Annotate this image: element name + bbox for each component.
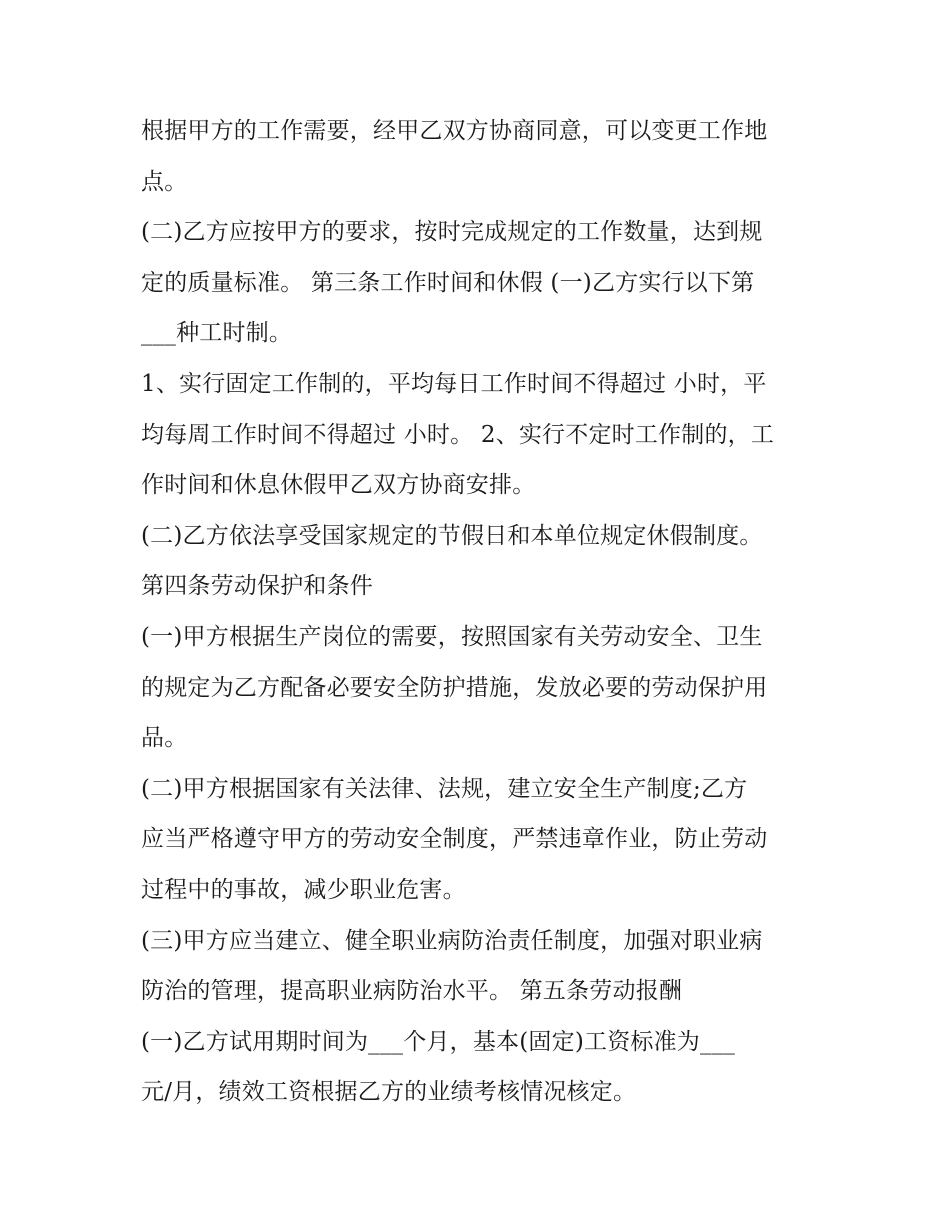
text-line: 作时间和休息休假甲乙双方协商安排。 bbox=[141, 472, 536, 499]
text-line: (二)甲方根据国家有关法律、法规，建立安全生产制度;乙方 bbox=[141, 775, 748, 802]
text-line: 均每周工作时间不得超过 小时。 2、实行不定时工作制的，工 bbox=[141, 421, 775, 448]
text-line: 过程中的事故，减少职业危害。 bbox=[141, 876, 466, 903]
text-line: 1、实行固定工作制的，平均每日工作时间不得超过 小时，平 bbox=[141, 370, 767, 397]
text-line: 防治的管理，提高职业病防治水平。 第五条劳动报酬 bbox=[141, 978, 683, 1005]
document-body bbox=[141, 106, 821, 1118]
text-line: (一)乙方试用期时间为___个月，基本(固定)工资标准为___ bbox=[141, 1028, 736, 1055]
text-line: (二)乙方依法享受国家规定的节假日和本单位规定休假制度。 bbox=[141, 522, 763, 549]
text-line: 点。 bbox=[141, 168, 188, 195]
text-line: 的规定为乙方配备必要安全防护措施，发放必要的劳动保护用 bbox=[141, 674, 768, 701]
text-line: (二)乙方应按甲方的要求，按时完成规定的工作数量，达到规 bbox=[141, 219, 763, 246]
text-line: 品。 bbox=[141, 725, 188, 752]
text-line: (三)甲方应当建立、健全职业病防治责任制度，加强对职业病 bbox=[141, 927, 763, 954]
text-line: 定的质量标准。 第三条工作时间和休假 (一)乙方实行以下第 bbox=[141, 269, 755, 296]
text-line: 应当严格遵守甲方的劳动安全制度，严禁违章作业，防止劳动 bbox=[141, 826, 768, 853]
section-heading: 第四条劳动保护和条件 bbox=[141, 573, 373, 600]
text-line: 根据甲方的工作需要，经甲乙双方协商同意，可以变更工作地 bbox=[141, 118, 768, 144]
text-line: (一)甲方根据生产岗位的需要，按照国家有关劳动安全、卫生 bbox=[141, 623, 763, 650]
text-line: ___种工时制。 bbox=[141, 320, 293, 347]
text-line: 元/月，绩效工资根据乙方的业绩考核情况核定。 bbox=[141, 1079, 637, 1106]
